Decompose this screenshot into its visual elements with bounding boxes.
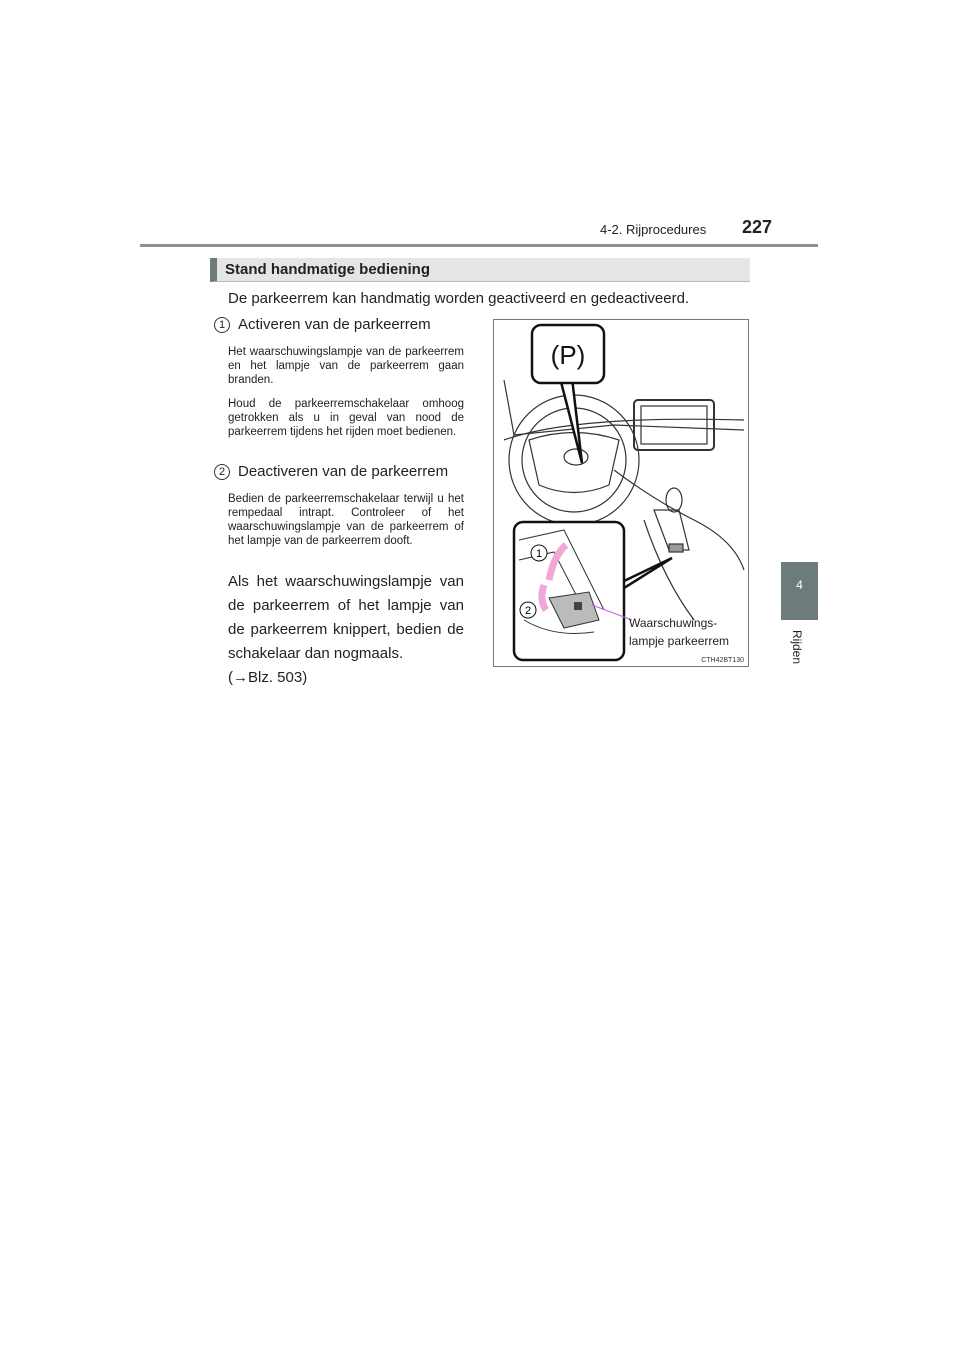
- section-heading: Stand handmatige bediening: [210, 258, 750, 282]
- page-reference[interactable]: (→Blz. 503): [228, 669, 308, 686]
- step-2-paragraph: Bedien de parkeerremschakelaar terwijl u het rempedaal intrapt. Controleer of het waarschuwingslampje van de parkeerrem of het lampje van de parkeerrem dooft.: [228, 493, 464, 547]
- step-1-paragraph: Het waarschuwingslampje van de parkeerrem en het lampje van de parkeerrem gaan branden.: [228, 346, 464, 386]
- header-rule: [140, 244, 818, 247]
- illustration-drawing: [494, 320, 748, 666]
- caption-line-1: Waarschuwings-: [629, 616, 718, 630]
- parking-brake-illustration: [493, 319, 749, 667]
- caption-line-2: lampje parkeerrem: [629, 634, 730, 648]
- step-1-title: 1 Activeren van de parkeerrem: [214, 316, 431, 333]
- intro-text: De parkeerrem kan handmatig worden geactiveerd en gedeactiveerd.: [228, 290, 690, 307]
- chapter-tab: 4: [781, 562, 818, 620]
- step-2-title: 2 Deactiveren van de parkeerrem: [214, 463, 448, 480]
- step-1-paragraph: Houd de parkeerremschakelaar omhoog getrokken als u in geval van nood de parkeerrem tijdens het rijden moet bedienen.: [228, 398, 464, 438]
- chapter-label: Rijden: [790, 630, 804, 665]
- parking-brake-symbol: (P): [550, 340, 586, 370]
- figure-label-2: 2: [524, 605, 532, 617]
- page-number: 227: [742, 217, 773, 237]
- note-text: Als het waarschuwingslampje van de parkeerrem of het lampje van de parkeerrem knippert, bedien de schakelaar dan nogmaals. (→Blz. 503): [228, 573, 464, 686]
- section-title: 4-2. Rijprocedures: [600, 222, 707, 237]
- figure-code: CTH42BT130: [701, 657, 744, 664]
- figure-label-1: 1: [535, 548, 543, 560]
